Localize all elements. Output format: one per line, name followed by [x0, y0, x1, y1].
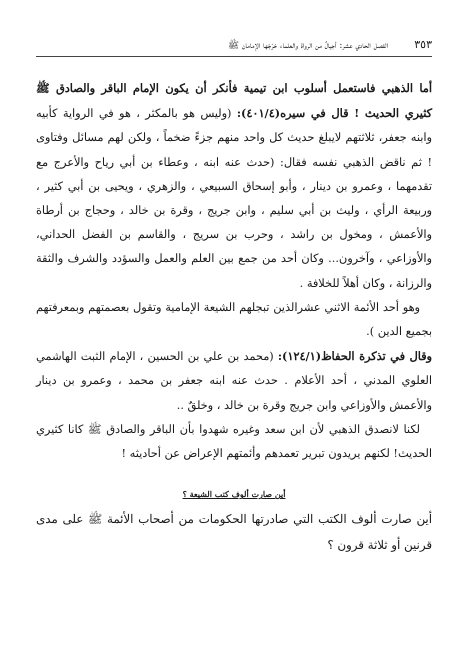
paragraph-bold-lead: أما الذهبي فاستعمل أسلوب ابن تيمية فأنكر أن يكون الإمام الباقر والصادق ﷺ كثيري الحديث ! قال في سيره(٤٠١/٤): [36, 81, 432, 121]
paragraph-text: وهو أحد الأئمة الاثني عشرالذين تبجلهم الشيعة الإمامية وتقول بعصمتهم وبمعرفتهم بجميع الدين ). [36, 300, 432, 339]
paragraph [36, 296, 432, 344]
page-header [36, 38, 432, 57]
page-number: ٣٥٣ [414, 38, 432, 51]
paragraph-text: (محمد بن علي بن الحسين ، الإمام الثبت الهاشمي العلوي المدني ، أحد الأعلام . حدث عنه ابنه جعفر بن محمد ، وعمرو بن دينار والأعمش والأوزاعي وابن جريج وقرة بن خالد ، وخلقٌ .. [36, 350, 432, 412]
paragraph-text: (وليس هو بالمكثر ، هو في الرواية كأبيه وابنه جعفر، ثلاثتهم لايبلغ حديث كل واحد منهم جزءً ضخماً ، ولكن لهم مسائل وفتاوى ! ثم ناقض الذهبي نفسه فقال: (حدث عنه ابنه ، وعطاء بن أبي رياح والأعرج مع تقدمهما ، وعمرو بن دينار ، وأبو إسحاق السبيعي ، والزهري ، ويحيى بن أبي كثير ، وربيعة الرأي ، وليث بن أبي سليم ، وابن جريج ، وقرة بن خالد ، وحجاج بن أرطاة والأعمش ، ومخول بن راشد ، وحرب بن سريج ، والقاسم بن الفضل الحداني، والأوزاعي ، وآخرون... وكان أحد من جمع بين العلم والعمل والسؤدد والشرف والثقة والرزانة ، وكان أهلاً للخلافة . [36, 107, 432, 290]
paragraph [36, 418, 432, 466]
paragraph-text: لكنا لانصدق الذهبي لأن ابن سعد وغيره شهدوا بأن الباقر والصادق ﷺ كانا كثيري الحديث! لكنهم يريدون تبرير تعمدهم وأئمتهم الإعراض عن أحاديثه ! [36, 422, 432, 461]
paragraph [36, 344, 432, 418]
paragraph-text: أين صارت ألوف الكتب التي صادرتها الحكومات من أصحاب الأئمة ﷺ على مدى قرنين أو ثلاثة قرون ؟ [36, 512, 432, 553]
page-body [36, 76, 432, 558]
running-title: الفصل الحادي عشر: أجيالٌ من الرواة والعلماء خرّجَها الإمامان ﷺ [228, 41, 388, 51]
paragraph-bold-lead: وقال في تذكرة الحفاظ(١٢٤/١): [277, 349, 432, 364]
section-title: أين صارت ألوف كتب الشيعة ؟ [182, 489, 286, 500]
paragraph [36, 76, 432, 296]
paragraph [36, 506, 432, 558]
